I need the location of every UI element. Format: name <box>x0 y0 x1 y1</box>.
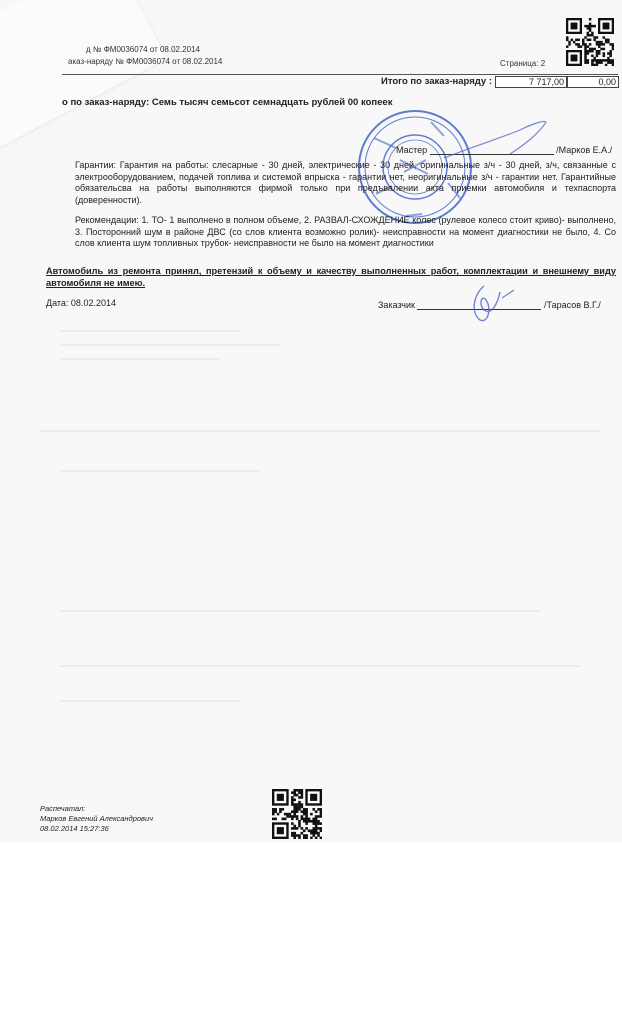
recommendations-text: Рекомендации: 1. ТО- 1 выполнено в полном объеме, 2. РАЗВАЛ-СХОЖДЕНИЕ колес (рулевое колесо стоит криво)- выполнено, 3. Посторонний шум в районе ДВС (со слов клиента возможно ролик)- неисправности на момент диагностики не было, 4. Со слов клиента шум топливных трубок- неисправности не было на момент диагностики <box>75 215 616 248</box>
document-date: Дата: 08.02.2014 <box>46 298 116 308</box>
totals-second: 0,00 <box>567 76 619 88</box>
master-name: /Марков Е.А./ <box>556 145 613 155</box>
printed-label: Распечатал: <box>40 804 86 813</box>
customer-name: /Тарасов В.Г./ <box>544 300 601 310</box>
master-label: Мастер <box>396 145 428 155</box>
customer-label: Заказчик <box>378 300 415 310</box>
master-signature-icon <box>440 118 550 166</box>
printed-name: Марков Евгений Александрович <box>40 814 154 823</box>
page-number: Страница: 2 <box>500 59 546 68</box>
qr-code-icon <box>566 18 614 66</box>
totals-row <box>62 74 618 88</box>
qr-code-bottom-icon <box>272 789 322 839</box>
amount-in-words: о по заказ-наряду: Семь тысяч семьсот семнадцать рублей 00 копеек <box>62 97 393 108</box>
acceptance-statement: Автомобиль из ремонта принял, претензий к объему и качеству выполненных работ, комплектации и внешнему виду автомобиля не имею. <box>46 266 616 288</box>
printed-datetime: 08.02.2014 15:27:36 <box>40 824 109 833</box>
printed-by-block <box>40 804 153 834</box>
header-doc-ref: д № ФМ0036074 от 08.02.2014 <box>86 45 201 54</box>
guarantee-text: Гарантии: Гарантия на работы: слесарные - 30 дней, электрические - 30 дней, оригинальные з/ч - 30 дней, з/ч, связанные с электрооборудованием, подачей топлива и системой впрыска - гарантии нет, неоригинальные з/ч - гарантии нет. Гарантийные обязательсва на работы выполняются фирмой только при предъвалении акта приемки автомобиля и техпаспорта (доверенности). <box>75 160 616 205</box>
totals-amount: 7 717,00 <box>495 76 567 88</box>
totals-label: Итого по заказ-наряду : <box>380 76 492 87</box>
customer-signature-icon <box>462 280 522 330</box>
header-order-ref: аказ-наряду № ФМ0036074 от 08.02.2014 <box>68 57 223 66</box>
